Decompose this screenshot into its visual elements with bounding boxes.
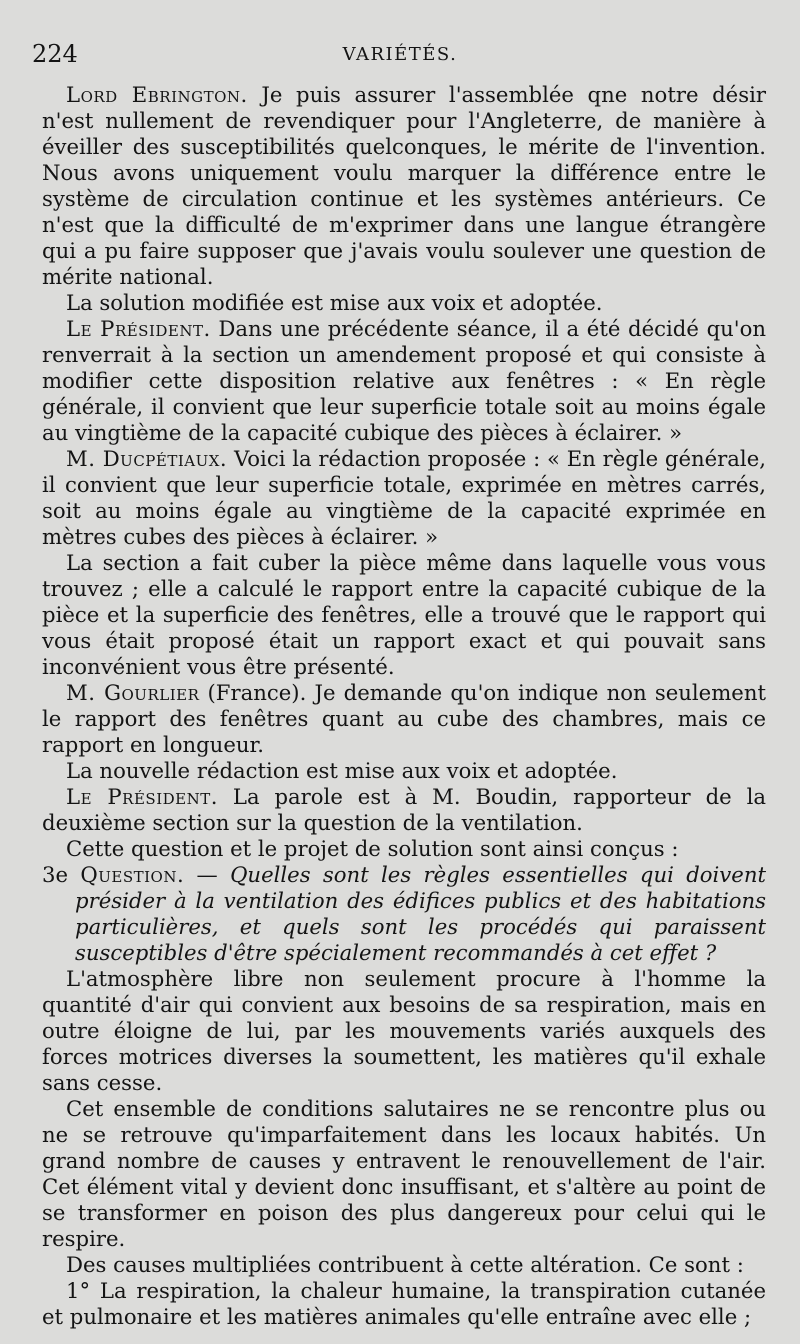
paragraph bbox=[42, 82, 766, 290]
paragraph bbox=[42, 290, 766, 316]
speaker-name: M. Ducpétiaux. bbox=[66, 446, 228, 471]
paragraph bbox=[42, 1096, 766, 1252]
speaker-name: Lord Ebrington. bbox=[66, 82, 248, 107]
paragraph-text: Des causes multipliées contribuent à cette altération. Ce sont : bbox=[66, 1252, 744, 1277]
paragraph bbox=[42, 1252, 766, 1278]
body-text bbox=[42, 82, 766, 1330]
paragraph bbox=[42, 1278, 766, 1330]
paragraph-text: La parole est à M. Boudin, rapporteur de la deuxième section sur la question de la ventilation. bbox=[42, 784, 766, 835]
paragraph-text: Cet ensemble de conditions salutaires ne se rencontre plus ou ne se retrouve qu'imparfaitement dans les locaux habités. Un grand nombre de causes y entravent le renouvellement de l'air. Cet élément vital y devient donc insuffisant, et s'altère au point de se transformer en poison des plus dangereux pour celui qui le respire. bbox=[42, 1096, 766, 1251]
paragraph-text: Cette question et le projet de solution sont ainsi conçus : bbox=[66, 836, 679, 861]
paragraph-text: L'atmosphère libre non seulement procure à l'homme la quantité d'air qui convient aux besoins de sa respiration, mais en outre éloigne de lui, par les mouvements variés auxquels des forces motrices diverses la soumettent, les matières qu'il exhale sans cesse. bbox=[42, 966, 766, 1095]
page-header bbox=[32, 40, 768, 70]
paragraph bbox=[42, 836, 766, 862]
speaker-name: Le Président. bbox=[66, 316, 211, 341]
paragraph bbox=[42, 966, 766, 1096]
paragraph bbox=[42, 446, 766, 550]
page-number: 224 bbox=[32, 40, 78, 68]
paragraph-text: 1° La respiration, la chaleur humaine, la transpiration cutanée et pulmonaire et les matières animales qu'elle entraîne avec elle ; bbox=[42, 1278, 766, 1329]
paragraph bbox=[42, 758, 766, 784]
speaker-name: M. Gourlier bbox=[66, 680, 200, 705]
paragraph bbox=[42, 784, 766, 836]
running-title: VARIÉTÉS. bbox=[342, 44, 458, 65]
paragraph bbox=[42, 680, 766, 758]
question-text: Quelles sont les règles essentielles qui doivent présider à la ventilation des édifices publics et des habitations particulières, et quels sont les procédés qui paraissent susceptibles d'être spécialement recommandés à cet effet ? bbox=[75, 862, 766, 965]
paragraph-text: La nouvelle rédaction est mise aux voix et adoptée. bbox=[66, 758, 618, 783]
paragraph-text: (France). Je demande qu'on indique non seulement le rapport des fenêtres quant au cube des chambres, mais ce rapport en longueur. bbox=[42, 680, 766, 757]
question-dash: — bbox=[184, 862, 231, 887]
paragraph-text: Dans une précédente séance, il a été décidé qu'on renverrait à la section un amendement proposé et qui consiste à modifier cette disposition relative aux fenêtres : « En règle générale, il convient que leur superficie totale soit au moins égale au vingtième de la capacité cubique des pièces à éclairer. » bbox=[42, 316, 766, 445]
paragraph-text: La section a fait cuber la pièce même dans laquelle vous vous trouvez ; elle a calculé le rapport entre la capacité cubique de la pièce et la superficie des fenêtres, elle a trouvé que le rapport qui vous était proposé était un rapport exact et qui pouvait sans inconvénient vous être présenté. bbox=[42, 550, 766, 679]
speaker-name: Le Président. bbox=[66, 784, 218, 809]
paragraph bbox=[42, 550, 766, 680]
paragraph-text: Je puis assurer l'assemblée qne notre désir n'est nullement de revendiquer pour l'Angleterre, de manière à éveiller des susceptibilités quelconques, le mérite de l'invention. Nous avons uniquement voulu marquer la différence entre le système de circulation continue et les systèmes antérieurs. Ce n'est que la difficulté de m'exprimer dans une langue étrangère qui a pu faire supposer que j'avais voulu soulever une question de mérite national. bbox=[42, 82, 766, 289]
paragraph-text: La solution modifiée est mise aux voix et adoptée. bbox=[66, 290, 603, 315]
question-paragraph bbox=[42, 862, 766, 966]
paragraph bbox=[42, 316, 766, 446]
question-number: 3e bbox=[42, 862, 69, 887]
question-label: Question. bbox=[80, 862, 185, 887]
paragraph-text: Voici la rédaction proposée : « En règle générale, il convient que leur superficie totale, exprimée en mètres carrés, soit au moins égale au vingtième de la capacité exprimée en mètres cubes des pièces à éclairer. » bbox=[42, 446, 766, 549]
